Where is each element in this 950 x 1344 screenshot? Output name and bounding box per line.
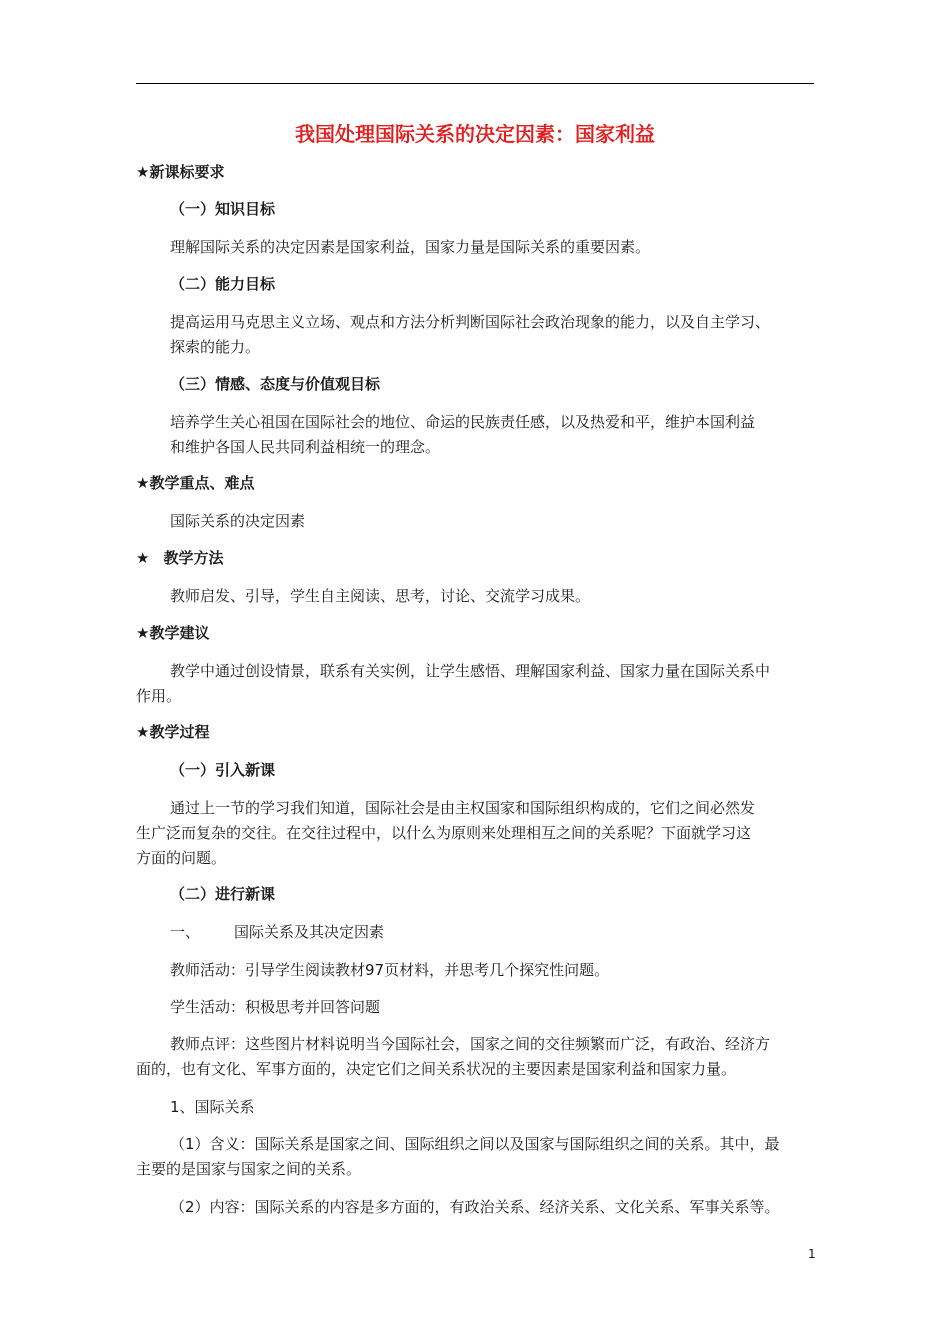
emotion-goal-line-1: 培养学生关心祖国在国际社会的地位、命运的民族责任感，以及热爱和平，维护本国利益 (170, 413, 756, 431)
page-title: 我国处理国际关系的决定因素：国家利益 (295, 122, 655, 146)
header-rule (136, 83, 814, 84)
heading-new-lesson: （二）进行新课 (170, 885, 276, 903)
teaching-method-text: 教师启发、引导，学生自主阅读、思考，讨论、交流学习成果。 (170, 587, 591, 605)
heading-emotion-goal: （三）情感、态度与价值观目标 (170, 375, 381, 393)
heading-teaching-method (136, 545, 818, 572)
item-one-content: （2）内容：国际关系的内容是多方面的，有政治关系、经济关系、文化关系、军事关系等。 (170, 1198, 780, 1216)
intro-text-line-3: 方面的问题。 (136, 849, 227, 867)
part-one-title: 国际关系及其决定因素 (234, 923, 385, 941)
teacher-comment-line-2: 面的，也有文化、军事方面的，决定它们之间关系状况的主要因素是国家利益和国家力量。 (136, 1060, 737, 1078)
heading-teaching-focus: ★教学重点、难点 (136, 474, 255, 492)
teacher-activity: 教师活动：引导学生阅读教材97页材料，并思考几个探究性问题。 (170, 961, 610, 979)
intro-text-line-1: 通过上一节的学习我们知道，国际社会是由主权国家和国际组织构成的，它们之间必然发 (170, 799, 756, 817)
heading-ability-goal: （二）能力目标 (170, 275, 276, 293)
item-one-meaning-line-2: 主要的是国家与国家之间的关系。 (136, 1160, 362, 1178)
star-icon: ★ (136, 549, 150, 567)
teaching-focus-text: 国际关系的决定因素 (170, 512, 306, 530)
page-number: 1 (808, 1247, 816, 1261)
teaching-advice-line-1: 教学中通过创设情景，联系有关实例，让学生感悟、理解国家利益、国家力量在国际关系中 (170, 662, 771, 680)
item-one-meaning-line-1: （1）含义：国际关系是国家之间、国际组织之间以及国家与国际组织之间的关系。其中，最 (170, 1135, 780, 1153)
knowledge-goal-text: 理解国际关系的决定因素是国家利益，国家力量是国际关系的重要因素。 (170, 238, 651, 256)
heading-knowledge-goal: （一）知识目标 (170, 200, 276, 218)
emotion-goal-line-2: 和维护各国人民共同利益相统一的理念。 (170, 438, 441, 456)
teaching-method-label: 教学方法 (163, 549, 224, 567)
teaching-advice-line-2: 作用。 (136, 687, 182, 705)
heading-teaching-advice: ★教学建议 (136, 624, 210, 642)
item-one-heading: 1、国际关系 (170, 1098, 255, 1116)
heading-intro-lesson: （一）引入新课 (170, 761, 276, 779)
ability-goal-line-1: 提高运用马克思主义立场、观点和方法分析判断国际社会政治现象的能力，以及自主学习、 (170, 313, 771, 331)
intro-text-line-2: 生广泛而复杂的交往。在交往过程中，以什么为原则来处理相互之间的关系呢？下面就学习这 (136, 824, 752, 842)
heading-teaching-process: ★教学过程 (136, 723, 210, 741)
ability-goal-line-2: 探索的能力。 (170, 338, 261, 356)
part-one-number: 一、 (170, 923, 201, 941)
part-one-heading (136, 919, 818, 946)
heading-curriculum-standard: ★新课标要求 (136, 163, 225, 181)
student-activity: 学生活动：积极思考并回答问题 (170, 998, 381, 1016)
teacher-comment-line-1: 教师点评：这些图片材料说明当今国际社会，国家之间的交往频繁而广泛，有政治、经济方 (170, 1035, 771, 1053)
